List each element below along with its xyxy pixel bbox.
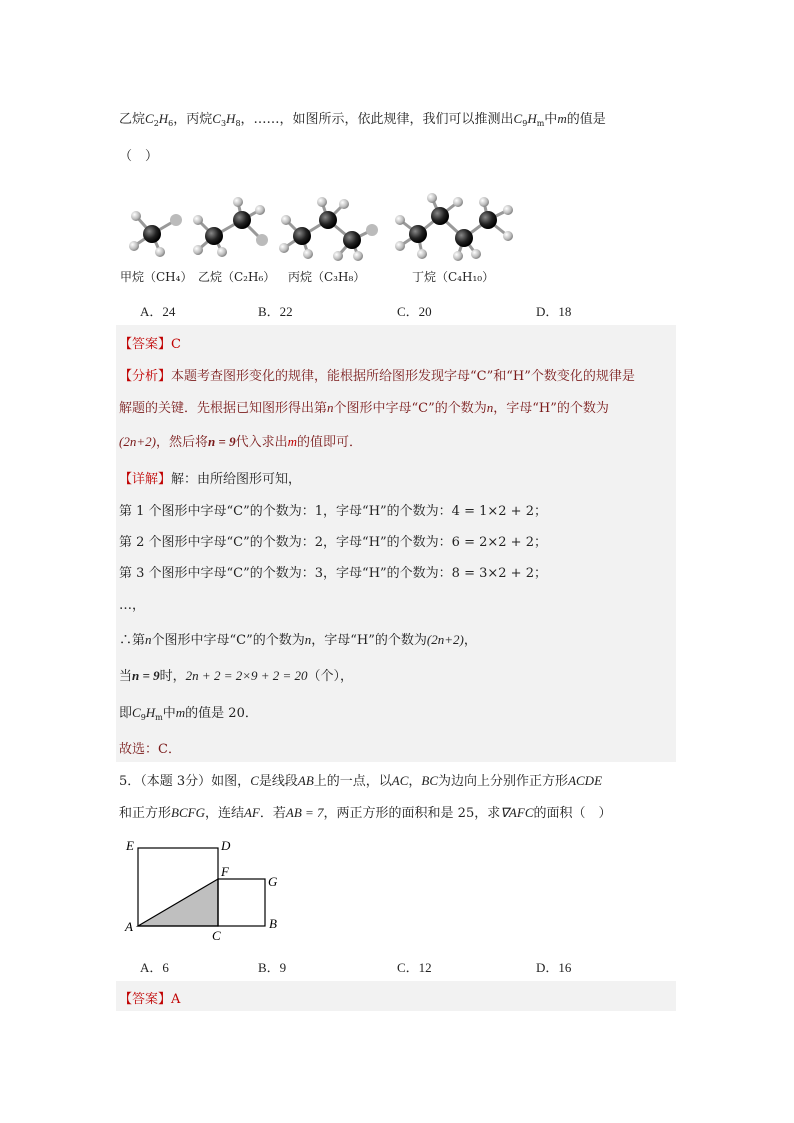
option-c: C．12 bbox=[397, 960, 432, 975]
molecule-label: 甲烷（CH₄） bbox=[120, 270, 193, 284]
detail-line-0 bbox=[119, 468, 301, 487]
option-c: C．20 bbox=[397, 304, 432, 319]
detail-text: 解：由所给图形可知， bbox=[171, 472, 302, 487]
label-a: A bbox=[125, 919, 133, 934]
stem-text: ，丙烷 bbox=[173, 112, 213, 127]
stem-text: 的面积（ ） bbox=[533, 806, 612, 821]
math-expr: n = 9 bbox=[207, 434, 236, 449]
formula-c: C bbox=[513, 111, 523, 126]
option-d: D．16 bbox=[536, 960, 572, 975]
formula-sub: 9 bbox=[140, 713, 146, 722]
detail-line-4: …， bbox=[119, 598, 146, 613]
formula-sub: 8 bbox=[235, 119, 241, 128]
stem-text: 中 bbox=[544, 112, 558, 127]
stem-text: 上的一点，以 bbox=[313, 774, 392, 789]
analysis-text: 本题考查图形变化的规律，能根据所给图形发现字母“C”和“H”个数变化的规律是 bbox=[171, 369, 635, 384]
q4-stem-line1 bbox=[119, 108, 606, 128]
formula-h: H bbox=[226, 111, 236, 126]
analysis-text: 解题的关键．先根据已知图形得出第 bbox=[119, 401, 328, 416]
conclusion-line: 故选：C． bbox=[119, 742, 181, 757]
detail-line-6 bbox=[119, 665, 353, 684]
triangle-afc bbox=[138, 879, 218, 926]
analysis-line-1 bbox=[119, 365, 635, 384]
answer-tag: 【答案】 bbox=[119, 992, 172, 1007]
analysis-text: ，然后将 bbox=[155, 435, 208, 450]
variable-m: m bbox=[175, 705, 186, 720]
analysis-text: 代入求出 bbox=[235, 435, 288, 450]
math-var: AB bbox=[297, 773, 314, 788]
methane-molecule bbox=[129, 211, 182, 257]
molecule-label: 丁烷（C₄H₁₀） bbox=[412, 270, 495, 284]
label-g: G bbox=[268, 874, 278, 889]
formula-c: C bbox=[212, 111, 221, 126]
option-a: A．24 bbox=[140, 304, 176, 319]
stem-text: 为边向上分别作正方形 bbox=[438, 774, 569, 789]
detail-text: 当 bbox=[119, 669, 133, 684]
analysis-line-2 bbox=[119, 397, 609, 416]
q5-stem-line1 bbox=[119, 770, 602, 789]
math-expr: n = 9 bbox=[132, 668, 160, 683]
detail-text: （个）， bbox=[307, 669, 354, 684]
math-var: AC bbox=[391, 773, 409, 788]
square-bcfg bbox=[218, 879, 265, 926]
formula-h: H bbox=[158, 111, 169, 126]
formula-sub: 6 bbox=[168, 119, 174, 128]
propane-molecule bbox=[279, 197, 378, 261]
answer-tag: 【答案】 bbox=[119, 337, 172, 352]
detail-line-5 bbox=[119, 629, 477, 648]
detail-text: ，字母“H”的个数为 bbox=[311, 633, 427, 648]
detail-text: 中 bbox=[162, 706, 176, 721]
math-var: AF bbox=[243, 805, 260, 820]
analysis-tag: 【分析】 bbox=[119, 369, 172, 384]
math-var: ACDE bbox=[568, 773, 603, 788]
formula-sub: 9 bbox=[522, 119, 528, 128]
math-var: C bbox=[250, 773, 259, 788]
option-b: B．9 bbox=[258, 960, 287, 975]
detail-text: 即 bbox=[119, 706, 133, 721]
ethane-molecule bbox=[193, 197, 268, 257]
variable-m: m bbox=[287, 434, 297, 449]
detail-line-3: 第 3 个图形中字母“C”的个数为：3，字母“H”的个数为：8 = 3×2 + 2； bbox=[119, 566, 547, 581]
variable-m: m bbox=[557, 111, 567, 126]
formula-c: C bbox=[132, 705, 141, 720]
detail-text: ， bbox=[463, 633, 477, 648]
molecule-figure bbox=[118, 190, 528, 262]
formula-h: H bbox=[145, 705, 156, 720]
math-var: BC bbox=[421, 773, 439, 788]
stem-text: ．若 bbox=[259, 806, 286, 821]
math-expr: AB = 7 bbox=[285, 805, 324, 820]
detail-line-2: 第 2 个图形中字母“C”的个数为：2，字母“H”的个数为：6 = 2×2 + 2； bbox=[119, 535, 547, 550]
stem-text: ，……，如图所示，依此规律，我们可以推测出 bbox=[240, 112, 514, 127]
stem-text: 乙烷 bbox=[119, 112, 146, 127]
butane-molecule bbox=[395, 193, 513, 261]
option-a: A．6 bbox=[140, 960, 169, 975]
stem-text: 和正方形 bbox=[119, 806, 172, 821]
stem-text: 是线段 bbox=[258, 774, 298, 789]
stem-text: 5．（本题 3分）如图， bbox=[119, 774, 251, 789]
q5-stem-line2 bbox=[119, 802, 612, 821]
detail-text: 的值是 20． bbox=[185, 706, 258, 721]
label-c: C bbox=[212, 928, 221, 943]
variable-n: n bbox=[145, 632, 152, 647]
math-expr: (2n+2) bbox=[119, 434, 156, 449]
variable-n: n bbox=[486, 400, 494, 415]
molecule-label: 丙烷（C₃H₈） bbox=[288, 270, 366, 284]
math-var: BCFG bbox=[171, 805, 205, 820]
detail-line-7 bbox=[119, 702, 258, 722]
label-d: D bbox=[221, 838, 231, 853]
answer-value: C bbox=[171, 337, 181, 352]
detail-text: ∴第 bbox=[119, 633, 146, 648]
formula-sub: 3 bbox=[220, 119, 227, 128]
formula-sub: m bbox=[155, 713, 163, 722]
analysis-text: 个图形中字母“C”的个数为 bbox=[333, 401, 487, 416]
label-e: E bbox=[126, 838, 134, 853]
option-b: B．22 bbox=[258, 304, 293, 319]
detail-tag: 【详解】 bbox=[119, 472, 172, 487]
analysis-line-3 bbox=[119, 431, 362, 450]
variable-n: n bbox=[327, 400, 334, 415]
variable-n: n bbox=[304, 632, 312, 647]
option-d: D．18 bbox=[536, 304, 572, 319]
q4-stem-line2: （ ） bbox=[119, 149, 159, 164]
math-expr: 2n + 2 = 2×9 + 2 = 20 bbox=[185, 668, 308, 683]
q5-answer-block bbox=[116, 981, 676, 1011]
squares-figure bbox=[122, 834, 292, 944]
formula-h: H bbox=[527, 111, 537, 126]
label-b: B bbox=[269, 916, 277, 931]
detail-line-1: 第 1 个图形中字母“C”的个数为：1，字母“H”的个数为：4 = 1×2 + 2； bbox=[119, 504, 547, 519]
detail-text: 个图形中字母“C”的个数为 bbox=[151, 633, 305, 648]
q4-answer-line bbox=[119, 333, 181, 352]
formula-c: C bbox=[145, 111, 154, 126]
detail-text: 时， bbox=[159, 669, 186, 684]
math-expr: (2n+2) bbox=[426, 632, 464, 647]
stem-text: ，连结 bbox=[204, 806, 244, 821]
stem-text: ， bbox=[408, 774, 422, 789]
label-f: F bbox=[221, 864, 229, 879]
stem-text: ，两正方形的面积和是 25，求 bbox=[323, 806, 501, 821]
molecule-label: 乙烷（C₂H₆） bbox=[198, 270, 276, 284]
analysis-text: ，字母“H”的个数为 bbox=[493, 401, 609, 416]
analysis-text: 的值即可． bbox=[297, 435, 363, 450]
formula-sub: 2 bbox=[153, 119, 159, 128]
q5-answer-line bbox=[119, 988, 180, 1007]
answer-value: A bbox=[171, 992, 181, 1007]
math-expr: ∇AFC bbox=[500, 805, 534, 820]
formula-sub: m bbox=[536, 119, 545, 128]
stem-text: 的值是 bbox=[566, 112, 606, 127]
